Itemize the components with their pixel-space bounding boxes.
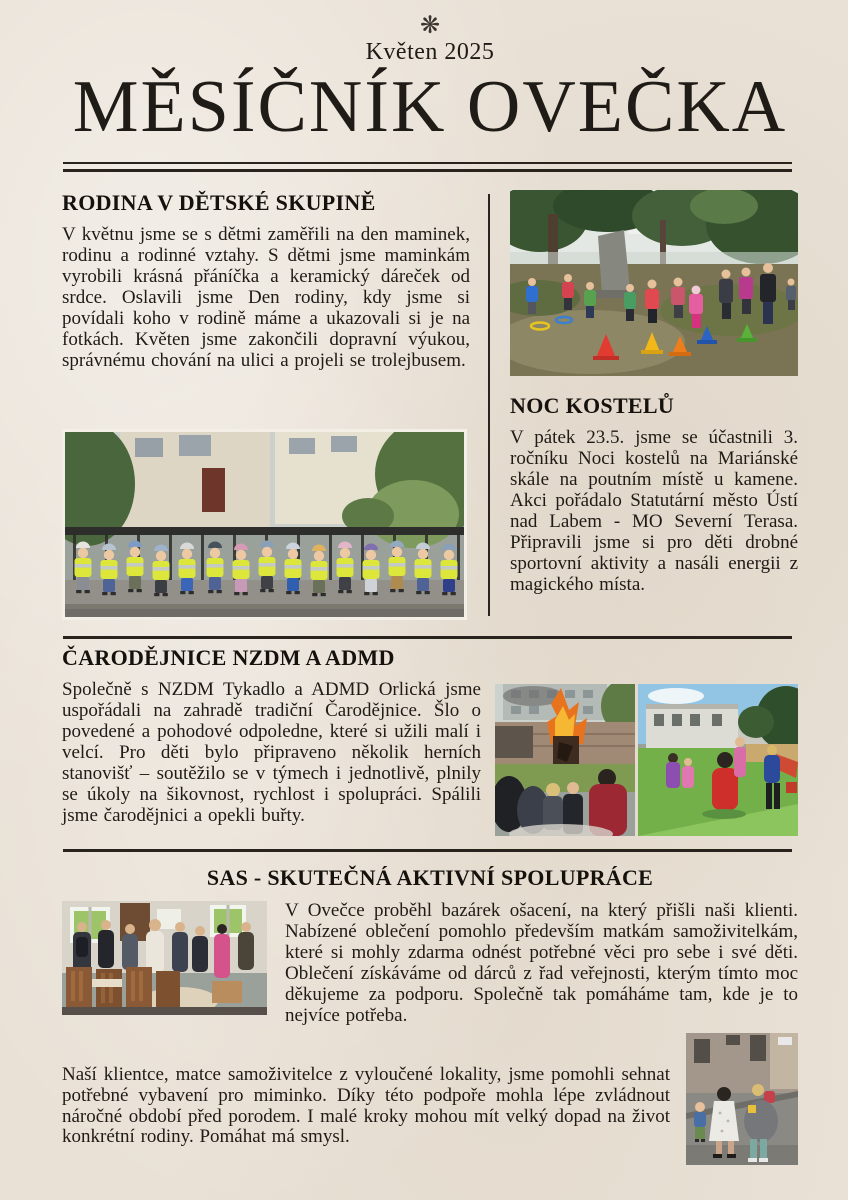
photo-bonfire	[495, 684, 635, 836]
column-noc-kostelu	[510, 190, 798, 628]
sas-heading: SAS - SKUTEČNÁ AKTIVNÍ SPOLUPRÁCE	[206, 865, 654, 891]
sas-followup-row	[62, 1027, 798, 1165]
carodejnice-body: Společně s NZDM Tykadlo a ADMD Orlická jsme uspořádali na zahradě tradiční Čarodějnice. Šlo o povedené a pohodové odpoledne, které si užili malí i velcí. Pro děti bylo připraveno několik herních stanovišť – soutěžilo se v týmech i jednotlivě, plnily se úkoly na šikovnost, rychlost i spolupráci. Spálili jsme čarodějnici a opekli buřty.	[62, 679, 481, 826]
photo-bazaar-illustration	[62, 901, 267, 1015]
top-section	[62, 190, 798, 628]
photo-kids-illustration	[65, 432, 464, 617]
carodejnice-row	[62, 680, 798, 836]
photo-street	[686, 1033, 798, 1165]
photo-garden-illustration	[638, 684, 798, 836]
carodejnice-heading: ČARODĚJNICE NZDM A ADMD	[62, 645, 395, 671]
sas-section	[62, 865, 798, 1164]
snowflake-icon: ❋	[419, 11, 441, 39]
noc-kostelu-body: V pátek 23.5. jsme se účastnili 3. ročníku Noci kostelů na Mariánské skále na poutním místě u kamene. Akci pořádalo Statutární město Ústí nad Labem - MO Severní Terasa. Připravili jsme si pro děti drobné sportovní aktivity a nasáli energii z magického místa.	[510, 427, 798, 595]
photo-park-illustration	[510, 190, 798, 376]
rodina-body: V květnu jsme se s dětmi zaměřili na den maminek, rodinu a rodinné vztahy. S dětmi jsme maminkám vyrobili krásná přáníčka a keramický dáreček od srdce. Oslavili jsme Den rodiny, kdy jsme si povídali koho v rodině máme a ukazovali si je na fotkách. Květen jsme zakončili dopravní výukou, správnému chování na ulici a projeli se trolejbusem.	[62, 224, 470, 371]
photo-park-event	[510, 190, 798, 376]
sas-row	[62, 901, 798, 1026]
column-divider	[488, 194, 490, 616]
rodina-heading: RODINA V DĚTSKÉ SKUPINĚ	[62, 190, 376, 216]
page-title: MĚSÍČNÍK OVEČKA	[72, 66, 788, 148]
masthead-rule	[63, 162, 792, 172]
masthead	[62, 0, 798, 146]
sas-body: V Ovečce proběhl bazárek ošacení, na který přišli naši klienti. Nabízené oblečení pomohlo především matkám samoživitelkám, které si mohly zdarma odnést potřebné věci pro sebe i své děti. Oblečení získáváme od dárců z řad veřejnosti, kterým tímto moc děkujeme za podporu. Společně tak pomáháme tam, kde je to nejvíce potřeba.	[285, 900, 798, 1026]
photo-bonfire-illustration	[495, 684, 635, 836]
page-content	[62, 0, 798, 1165]
section-divider-2	[63, 849, 792, 852]
column-rodina	[62, 190, 470, 628]
photo-bazaar	[62, 901, 267, 1015]
carodejnice-photos	[495, 684, 798, 836]
carodejnice-section	[62, 645, 798, 836]
sas-followup-body: Naší klientce, matce samoživitelce z vyloučené lokality, jsme pomohli sehnat potřebné vybavení pro miminko. Díky této podpoře mohla lépe zvládnout náročné období před porodem. I malé kroky mohou mít velký dopad na život konkrétní rodiny. Pomáhat má smysl.	[62, 1063, 670, 1148]
photo-street-illustration	[686, 1033, 798, 1165]
section-divider-1	[63, 636, 792, 639]
photo-kids-in-vests	[62, 429, 467, 620]
issue-date: Květen 2025	[365, 39, 495, 65]
noc-kostelu-heading: NOC KOSTELŮ	[510, 393, 675, 419]
photo-garden	[638, 684, 798, 836]
